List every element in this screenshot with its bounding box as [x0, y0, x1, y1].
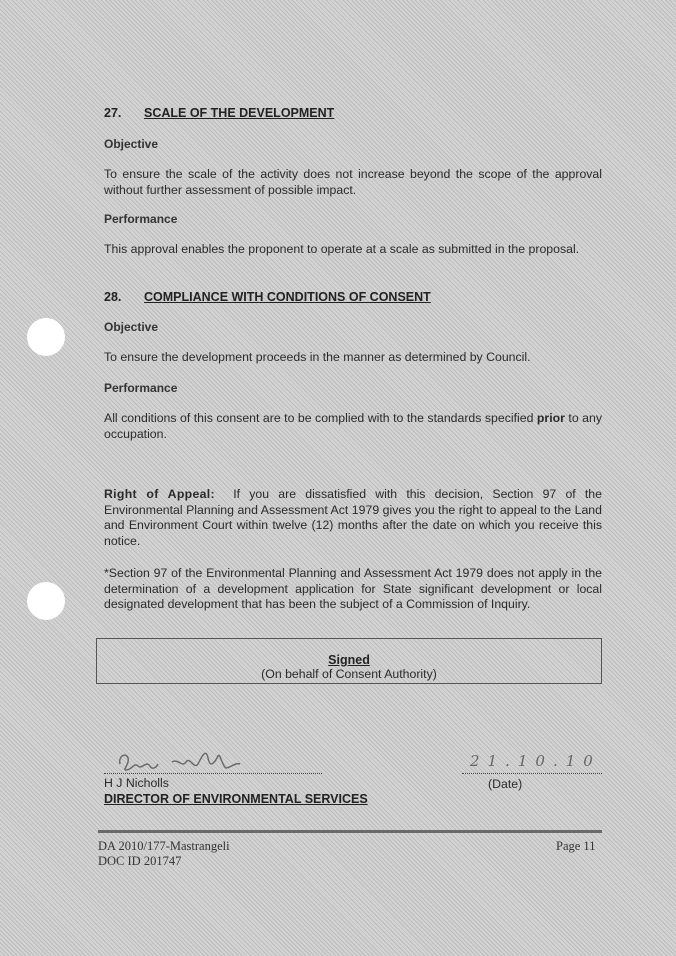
punch-hole-bottom: [27, 582, 65, 620]
section-27-title: SCALE OF THE DEVELOPMENT: [144, 106, 335, 120]
da-reference: DA 2010/177-Mastrangeli: [98, 839, 230, 853]
date-label: (Date): [488, 777, 523, 791]
footer-divider: [98, 830, 602, 833]
section-28-performance-text-b: to any occupation.: [104, 411, 602, 441]
section-27-performance-label: Performance: [104, 212, 178, 226]
section-28-heading: [104, 290, 431, 304]
signed-label: Signed: [328, 653, 370, 667]
section-28-performance-label: Performance: [104, 381, 178, 395]
document-reference: [98, 839, 230, 869]
signatory-title: DIRECTOR OF ENVIRONMENTAL SERVICES: [104, 792, 368, 806]
right-of-appeal-text: If you are dissatisfied with this decision, Section 97 of the Environmental Planning and Assessment Act 1979 gives you the right to appeal to the Land and Environment Court within twelve (12) months after the date on which you receive this notice.: [104, 487, 602, 548]
punch-hole-top: [27, 318, 65, 356]
page-number: Page 11: [556, 839, 596, 853]
signatory-name: H J Nicholls: [104, 776, 169, 790]
right-of-appeal-paragraph: [104, 487, 602, 549]
section-27-performance-text: This approval enables the proponent to operate at a scale as submitted in the proposal.: [104, 242, 580, 256]
right-of-appeal-label: Right of Appeal:: [104, 487, 215, 501]
handwritten-date: 21.10.10: [470, 752, 601, 770]
section-27-objective-label: Objective: [104, 137, 159, 151]
section-28-title: COMPLIANCE WITH CONDITIONS OF CONSENT: [144, 290, 431, 304]
section-28-performance-text-bold: prior: [536, 411, 565, 425]
date-line: [462, 772, 602, 774]
signature-line: [104, 772, 322, 774]
signature-text: [112, 744, 116, 745]
section-27-objective-text: To ensure the scale of the activity does not increase beyond the scope of the approval without further assessment of possible impact.: [104, 167, 602, 197]
section-28-performance-text-a: All conditions of this consent are to be complied with to the standards specified: [104, 411, 537, 425]
signature-authority-box: [96, 638, 602, 684]
on-behalf-label: (On behalf of Consent Authority): [261, 667, 437, 681]
section-28-number: 28.: [104, 290, 122, 304]
section-27-heading: [104, 106, 334, 120]
section-97-note: *Section 97 of the Environmental Planning and Assessment Act 1979 does not apply in the determination of a development application for State significant development or local designated development that has been the subject of a Commission of Inquiry.: [104, 566, 602, 611]
section-28-performance-text: [104, 411, 602, 442]
section-27-number: 27.: [104, 106, 122, 120]
section-28-objective-label: Objective: [104, 320, 159, 334]
doc-id: DOC ID 201747: [98, 854, 182, 868]
section-28-objective-text: To ensure the development proceeds in the manner as determined by Council.: [104, 350, 531, 364]
